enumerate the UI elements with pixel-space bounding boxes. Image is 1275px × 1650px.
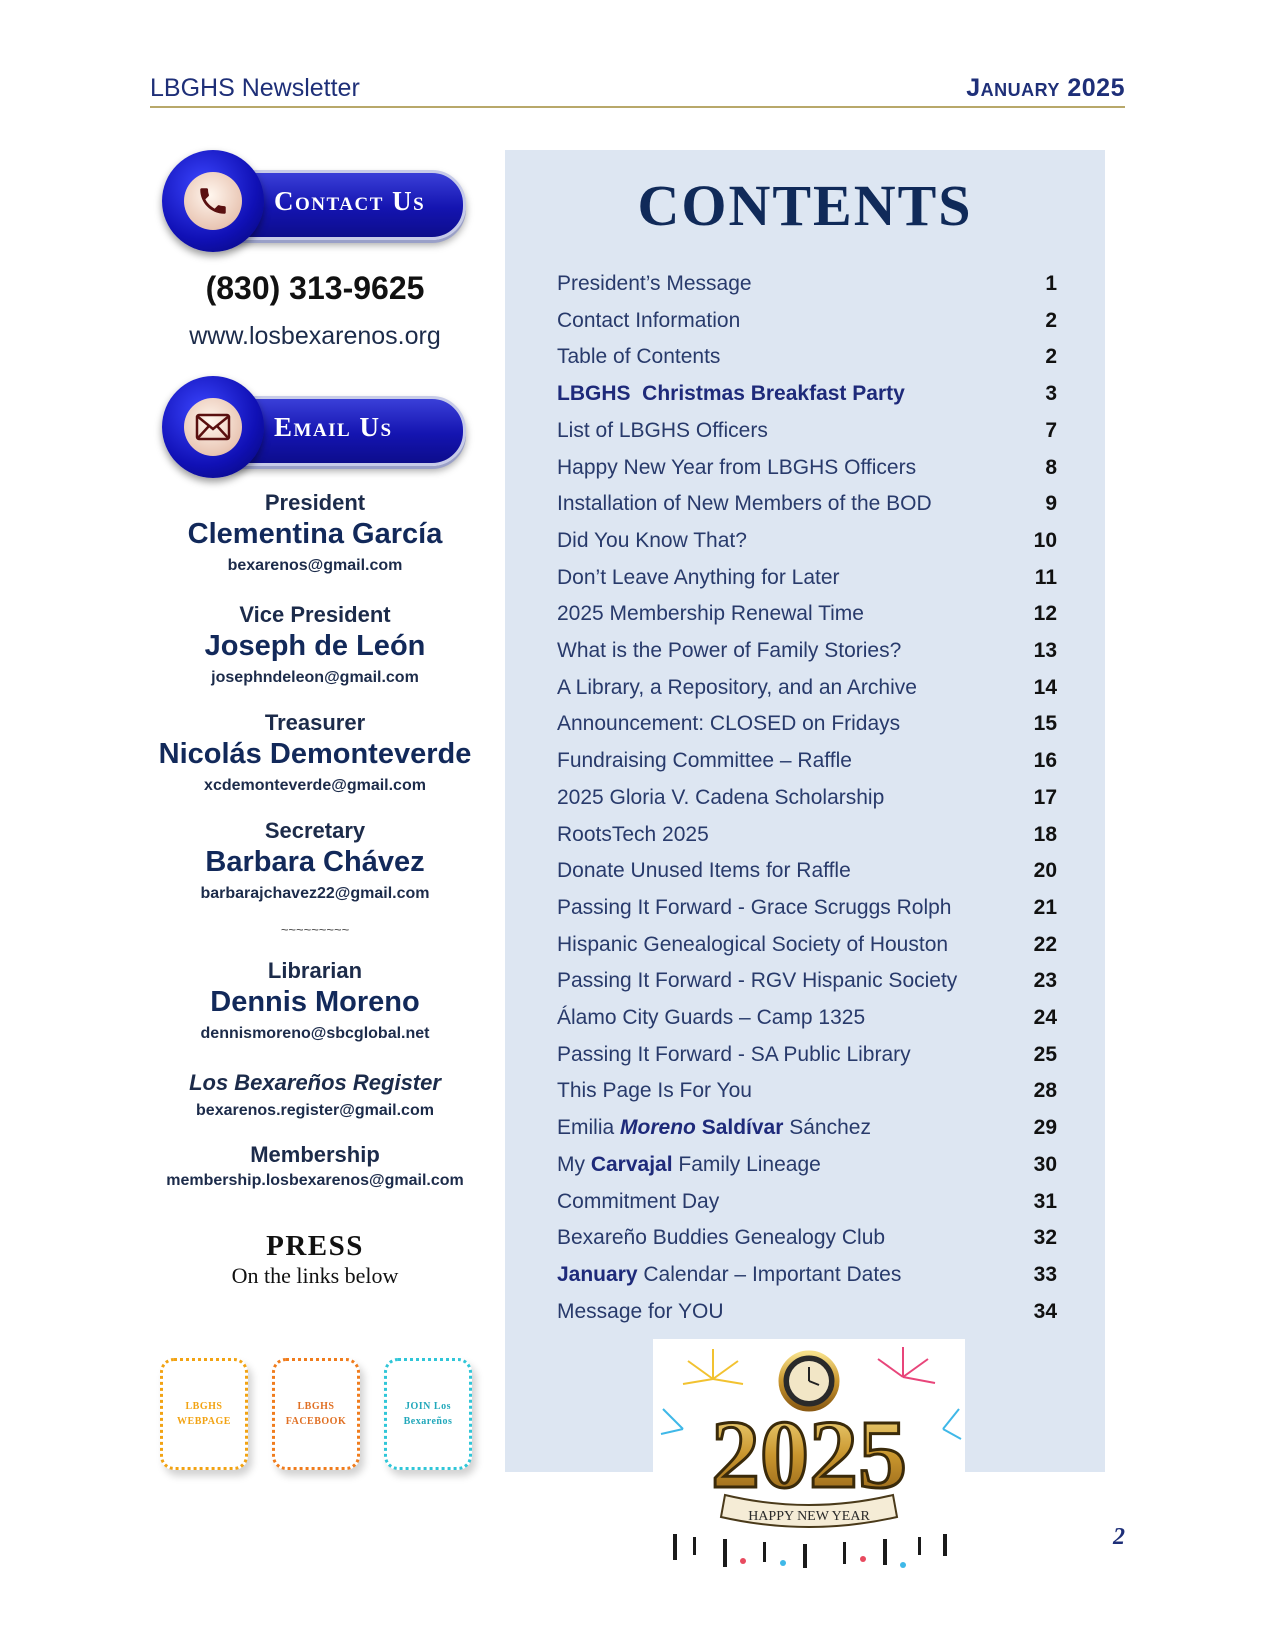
toc-item[interactable]: Table of Contents 2 (557, 345, 1057, 369)
toc-item[interactable]: Commitment Day 31 (557, 1189, 1057, 1213)
officer-title: Vice President (239, 602, 391, 627)
officer-name: Nicolás Demonteverde (158, 738, 472, 770)
envelope-icon (184, 398, 242, 456)
librarian-name: Dennis Moreno (210, 986, 420, 1018)
contact-us-button[interactable] (162, 150, 472, 254)
toc-item[interactable]: Passing It Forward - Grace Scruggs Rolph 21 (557, 895, 1057, 919)
toc-item[interactable]: Emilia Moreno Saldívar Sánchez 29 (557, 1116, 1057, 1140)
contents-title: CONTENTS (637, 173, 973, 238)
contact-us-label: Contact Us (274, 186, 426, 216)
lbghs-webpage-link[interactable]: LBGHS WEBPAGE (160, 1358, 248, 1470)
officer-title: President (264, 490, 366, 515)
happy-new-year-2025-image (653, 1339, 965, 1571)
toc-item[interactable]: My Carvajal Family Lineage 30 (557, 1152, 1057, 1176)
officer-email[interactable]: xcdemonteverde@gmail.com (204, 777, 426, 794)
officer-email[interactable]: josephndeleon@gmail.com (211, 669, 419, 686)
separator: ~~~~~~~~~ (280, 922, 350, 937)
officer-email[interactable]: barbarajchavez22@gmail.com (200, 885, 430, 902)
toc-item[interactable]: List of LBGHS Officers 7 (557, 418, 1057, 442)
officer-secretary (150, 818, 480, 903)
register-email[interactable]: bexarenos.register@gmail.com (196, 1102, 434, 1119)
toc-item[interactable]: LBGHS Christmas Breakfast Party 3 (557, 382, 1057, 406)
website-link[interactable]: www.losbexarenos.org (189, 322, 441, 350)
email-us-button[interactable] (162, 376, 472, 480)
officer-name: Joseph de León (204, 630, 426, 662)
art-year-text: 2025 (711, 1401, 907, 1509)
librarian-title: Librarian (267, 958, 363, 983)
register-title: Los Bexareños Register (189, 1070, 441, 1095)
toc-item[interactable]: Passing It Forward - SA Public Library 25 (557, 1042, 1057, 1066)
art-banner-text: HAPPY NEW YEAR (748, 1509, 870, 1524)
toc-item[interactable]: Passing It Forward - RGV Hispanic Society 23 (557, 969, 1057, 993)
header-divider (150, 106, 1125, 108)
officer-treasurer (150, 710, 480, 795)
toc-item[interactable]: January Calendar – Important Dates 33 (557, 1262, 1057, 1286)
page-number: 2 (1113, 1524, 1125, 1550)
phone-number: (830) 313-9625 (205, 270, 425, 306)
email-us-label: Email Us (274, 412, 393, 442)
toc-item[interactable]: Fundraising Committee – Raffle 16 (557, 749, 1057, 773)
register-contact (150, 1070, 480, 1120)
membership-title: Membership (250, 1142, 380, 1167)
toc-item[interactable]: Álamo City Guards – Camp 1325 24 (557, 1006, 1057, 1029)
membership-contact (150, 1142, 480, 1190)
lbghs-facebook-link[interactable]: LBGHS FACEBOOK (272, 1358, 360, 1470)
officer-president (150, 490, 480, 575)
toc-item[interactable]: A Library, a Repository, and an Archive 14 (557, 675, 1057, 699)
officer-name: Barbara Chávez (205, 846, 425, 878)
toc-item[interactable]: 2025 Gloria V. Cadena Scholarship 17 (557, 785, 1057, 809)
toc-item[interactable]: Donate Unused Items for Raffle 20 (557, 859, 1057, 883)
toc-item[interactable]: Did You Know That? 10 (557, 528, 1057, 552)
membership-email[interactable]: membership.losbexarenos@gmail.com (166, 1172, 464, 1189)
press-subtitle: On the links below (231, 1263, 399, 1288)
officer-title: Treasurer (264, 710, 366, 735)
officer-email[interactable]: bexarenos@gmail.com (227, 557, 403, 574)
toc-item[interactable]: Installation of New Members of the BOD 9 (557, 492, 1057, 516)
toc-item[interactable]: Announcement: CLOSED on Fridays 15 (557, 712, 1057, 736)
toc-item[interactable]: President’s Message 1 (557, 272, 1057, 295)
officer-vice-president (150, 602, 480, 687)
toc-item[interactable]: 2025 Membership Renewal Time 12 (557, 602, 1057, 626)
toc-item[interactable]: Contact Information 2 (557, 308, 1057, 332)
librarian (150, 958, 480, 1043)
press-title: PRESS (266, 1230, 364, 1262)
toc-item[interactable]: Message for YOU 34 (557, 1299, 1057, 1323)
officer-name: Clementina García (187, 518, 443, 550)
toc-item[interactable]: This Page Is For You 28 (557, 1079, 1057, 1103)
toc-item[interactable]: Don’t Leave Anything for Later 11 (557, 565, 1057, 589)
librarian-email[interactable]: dennismoreno@sbcglobal.net (200, 1025, 430, 1042)
press-heading (150, 1230, 480, 1289)
toc-item[interactable]: RootsTech 2025 18 (557, 822, 1057, 846)
toc-item[interactable]: Bexareño Buddies Genealogy Club 32 (557, 1226, 1057, 1250)
toc-item[interactable]: Hispanic Genealogical Society of Houston 22 (557, 932, 1057, 956)
toc-item[interactable]: What is the Power of Family Stories? 13 (557, 639, 1057, 662)
phone-icon (184, 172, 242, 230)
officer-title: Secretary (264, 818, 366, 843)
toc-item[interactable]: Happy New Year from LBGHS Officers 8 (557, 455, 1057, 479)
join-los-bexarenos-link[interactable]: JOIN Los Bexareños (384, 1358, 472, 1470)
issue-date: January 2025 (966, 74, 1125, 102)
newsletter-title: LBGHS Newsletter (150, 74, 360, 102)
